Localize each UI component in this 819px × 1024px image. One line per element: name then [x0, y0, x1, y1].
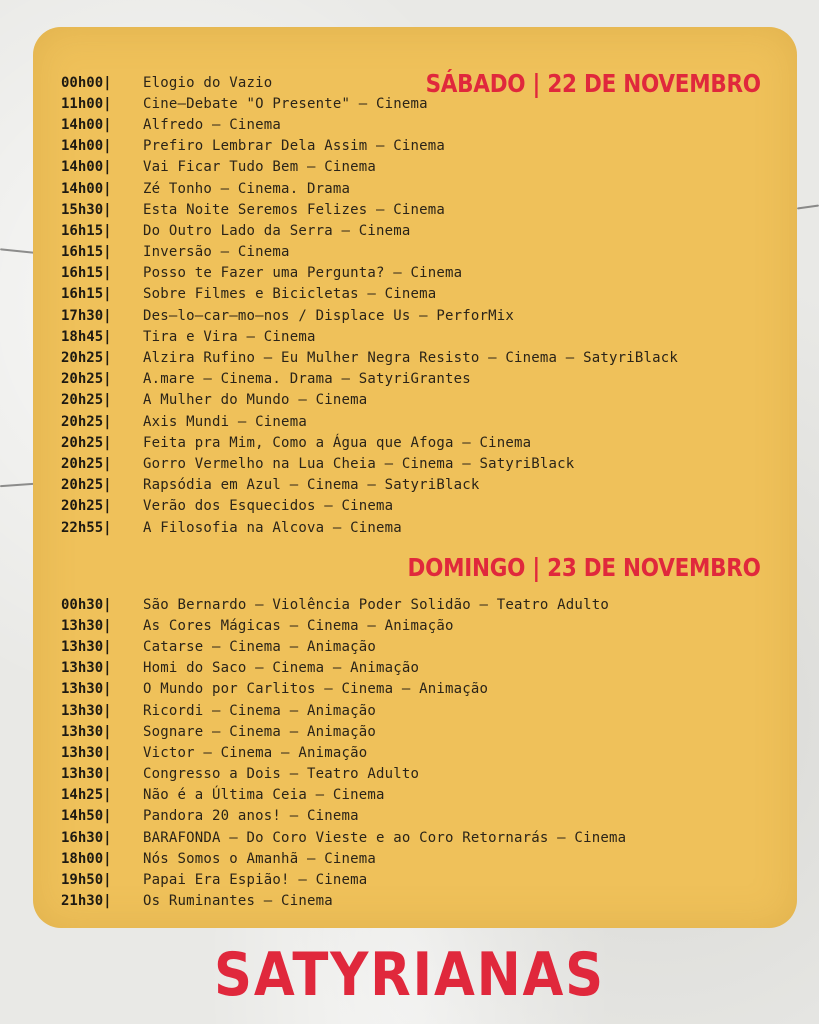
- event-title: Prefiro Lembrar Dela Assim — Cinema: [143, 138, 446, 155]
- schedule-row: [61, 453, 678, 474]
- saturday-list: [61, 72, 678, 538]
- event-title: Pandora 20 anos! — Cinema: [143, 808, 359, 825]
- wall-crack: [0, 483, 34, 487]
- schedule-row: [61, 764, 626, 785]
- event-time: 22h55|: [61, 519, 112, 536]
- event-time: 14h00|: [61, 116, 112, 133]
- event-time: 16h15|: [61, 244, 112, 261]
- event-time: 20h25|: [61, 413, 112, 430]
- schedule-row: [61, 496, 678, 517]
- event-title: O Mundo por Carlitos — Cinema — Animação: [143, 681, 489, 698]
- schedule-row: [61, 679, 626, 700]
- schedule-row: [61, 785, 626, 806]
- event-time: 16h15|: [61, 286, 112, 303]
- event-time: 13h30|: [61, 638, 112, 655]
- event-title: Zé Tonho — Cinema. Drama: [143, 180, 351, 197]
- schedule-row: [61, 869, 626, 890]
- event-time: 14h25|: [61, 787, 112, 804]
- event-time: 16h15|: [61, 265, 112, 282]
- schedule-row: [61, 199, 678, 220]
- event-title: Alzira Rufino — Eu Mulher Negra Resisto — Cinema — SatyriBlack: [143, 350, 678, 367]
- event-title: Sognare — Cinema — Animação: [143, 723, 376, 740]
- event-title: Cine—Debate "O Presente" — Cinema: [143, 95, 428, 112]
- schedule-row: [61, 721, 626, 742]
- event-time: 13h30|: [61, 660, 112, 677]
- schedule-row: [61, 742, 626, 763]
- event-time: 00h00|: [61, 74, 112, 91]
- event-time: 15h30|: [61, 201, 112, 218]
- event-title: Sobre Filmes e Bicicletas — Cinema: [143, 286, 437, 303]
- event-title: As Cores Mágicas — Cinema — Animação: [143, 617, 454, 634]
- event-time: 20h25|: [61, 434, 112, 451]
- event-title: Do Outro Lado da Serra — Cinema: [143, 222, 411, 239]
- saturday-heading: SÁBADO | 22 DE NOVEMBRO: [425, 69, 761, 98]
- schedule-row: [61, 848, 626, 869]
- schedule-card: [33, 27, 797, 928]
- event-title: Os Ruminantes — Cinema: [143, 893, 333, 910]
- schedule-row: [61, 93, 678, 114]
- event-title: Homi do Saco — Cinema — Animação: [143, 660, 420, 677]
- event-time: 17h30|: [61, 307, 112, 324]
- schedule-row: [61, 432, 678, 453]
- event-title: Não é a Última Ceia — Cinema: [143, 787, 385, 804]
- schedule-row: [61, 411, 678, 432]
- schedule-row: [61, 157, 678, 178]
- event-time: 20h25|: [61, 371, 112, 388]
- schedule-row: [61, 114, 678, 135]
- event-time: 13h30|: [61, 723, 112, 740]
- event-title: Catarse — Cinema — Animação: [143, 638, 376, 655]
- schedule-row: [61, 390, 678, 411]
- schedule-row: [61, 72, 678, 93]
- event-title: Inversão — Cinema: [143, 244, 290, 261]
- event-title: São Bernardo — Violência Poder Solidão — Teatro Adulto: [143, 596, 609, 613]
- schedule-row: [61, 263, 678, 284]
- event-title: Verão dos Esquecidos — Cinema: [143, 498, 394, 515]
- event-time: 13h30|: [61, 702, 112, 719]
- schedule-row: [61, 891, 626, 912]
- schedule-row: [61, 475, 678, 496]
- schedule-row: [61, 284, 678, 305]
- event-time: 14h00|: [61, 138, 112, 155]
- schedule-row: [61, 305, 678, 326]
- sunday-heading: DOMINGO | 23 DE NOVEMBRO: [407, 553, 761, 582]
- schedule-row: [61, 658, 626, 679]
- event-time: 14h00|: [61, 180, 112, 197]
- schedule-row: [61, 827, 626, 848]
- event-title: Victor — Cinema — Animação: [143, 744, 368, 761]
- event-time: 20h25|: [61, 392, 112, 409]
- schedule-row: [61, 242, 678, 263]
- event-time: 13h30|: [61, 766, 112, 783]
- event-title: Des—lo—car—mo—nos / Displace Us — PerforMix: [143, 307, 515, 324]
- schedule-row: [61, 594, 626, 615]
- event-title: Ricordi — Cinema — Animação: [143, 702, 376, 719]
- schedule-row: [61, 369, 678, 390]
- event-title: Vai Ficar Tudo Bem — Cinema: [143, 159, 376, 176]
- wall-crack: [0, 248, 34, 254]
- schedule-row: [61, 700, 626, 721]
- event-time: 13h30|: [61, 744, 112, 761]
- schedule-row: [61, 220, 678, 241]
- event-time: 00h30|: [61, 596, 112, 613]
- event-time: 14h50|: [61, 808, 112, 825]
- event-title: A.mare — Cinema. Drama — SatyriGrantes: [143, 371, 471, 388]
- event-title: A Filosofia na Alcova — Cinema: [143, 519, 402, 536]
- event-title: Posso te Fazer uma Pergunta? — Cinema: [143, 265, 463, 282]
- event-time: 16h30|: [61, 829, 112, 846]
- event-time: 11h00|: [61, 95, 112, 112]
- schedule-row: [61, 806, 626, 827]
- event-time: 20h25|: [61, 455, 112, 472]
- event-title: BARAFONDA — Do Coro Vieste e ao Coro Retornarás — Cinema: [143, 829, 627, 846]
- schedule-row: [61, 517, 678, 538]
- schedule-row: [61, 136, 678, 157]
- event-title: Feita pra Mim, Como a Água que Afoga — Cinema: [143, 434, 532, 451]
- event-title: Nós Somos o Amanhã — Cinema: [143, 850, 376, 867]
- event-title: Rapsódia em Azul — Cinema — SatyriBlack: [143, 477, 480, 494]
- event-time: 21h30|: [61, 893, 112, 910]
- satyrianas-logo: SATYRIANAS: [214, 940, 605, 1010]
- wall-crack: [797, 204, 819, 209]
- event-time: 18h45|: [61, 328, 112, 345]
- event-time: 16h15|: [61, 222, 112, 239]
- event-time: 19h50|: [61, 872, 112, 889]
- event-time: 20h25|: [61, 498, 112, 515]
- schedule-row: [61, 178, 678, 199]
- event-title: Esta Noite Seremos Felizes — Cinema: [143, 201, 446, 218]
- event-time: 20h25|: [61, 350, 112, 367]
- event-title: Elogio do Vazio: [143, 74, 273, 91]
- event-title: Papai Era Espião! — Cinema: [143, 872, 368, 889]
- sunday-list: [61, 594, 626, 912]
- event-title: Gorro Vermelho na Lua Cheia — Cinema — SatyriBlack: [143, 455, 575, 472]
- schedule-row: [61, 326, 678, 347]
- event-title: Tira e Vira — Cinema: [143, 328, 316, 345]
- event-time: 14h00|: [61, 159, 112, 176]
- event-time: 13h30|: [61, 617, 112, 634]
- event-time: 20h25|: [61, 477, 112, 494]
- event-time: 13h30|: [61, 681, 112, 698]
- schedule-row: [61, 636, 626, 657]
- event-title: A Mulher do Mundo — Cinema: [143, 392, 368, 409]
- schedule-row: [61, 347, 678, 368]
- event-title: Congresso a Dois — Teatro Adulto: [143, 766, 420, 783]
- event-title: Alfredo — Cinema: [143, 116, 282, 133]
- event-title: Axis Mundi — Cinema: [143, 413, 307, 430]
- event-time: 18h00|: [61, 850, 112, 867]
- schedule-row: [61, 615, 626, 636]
